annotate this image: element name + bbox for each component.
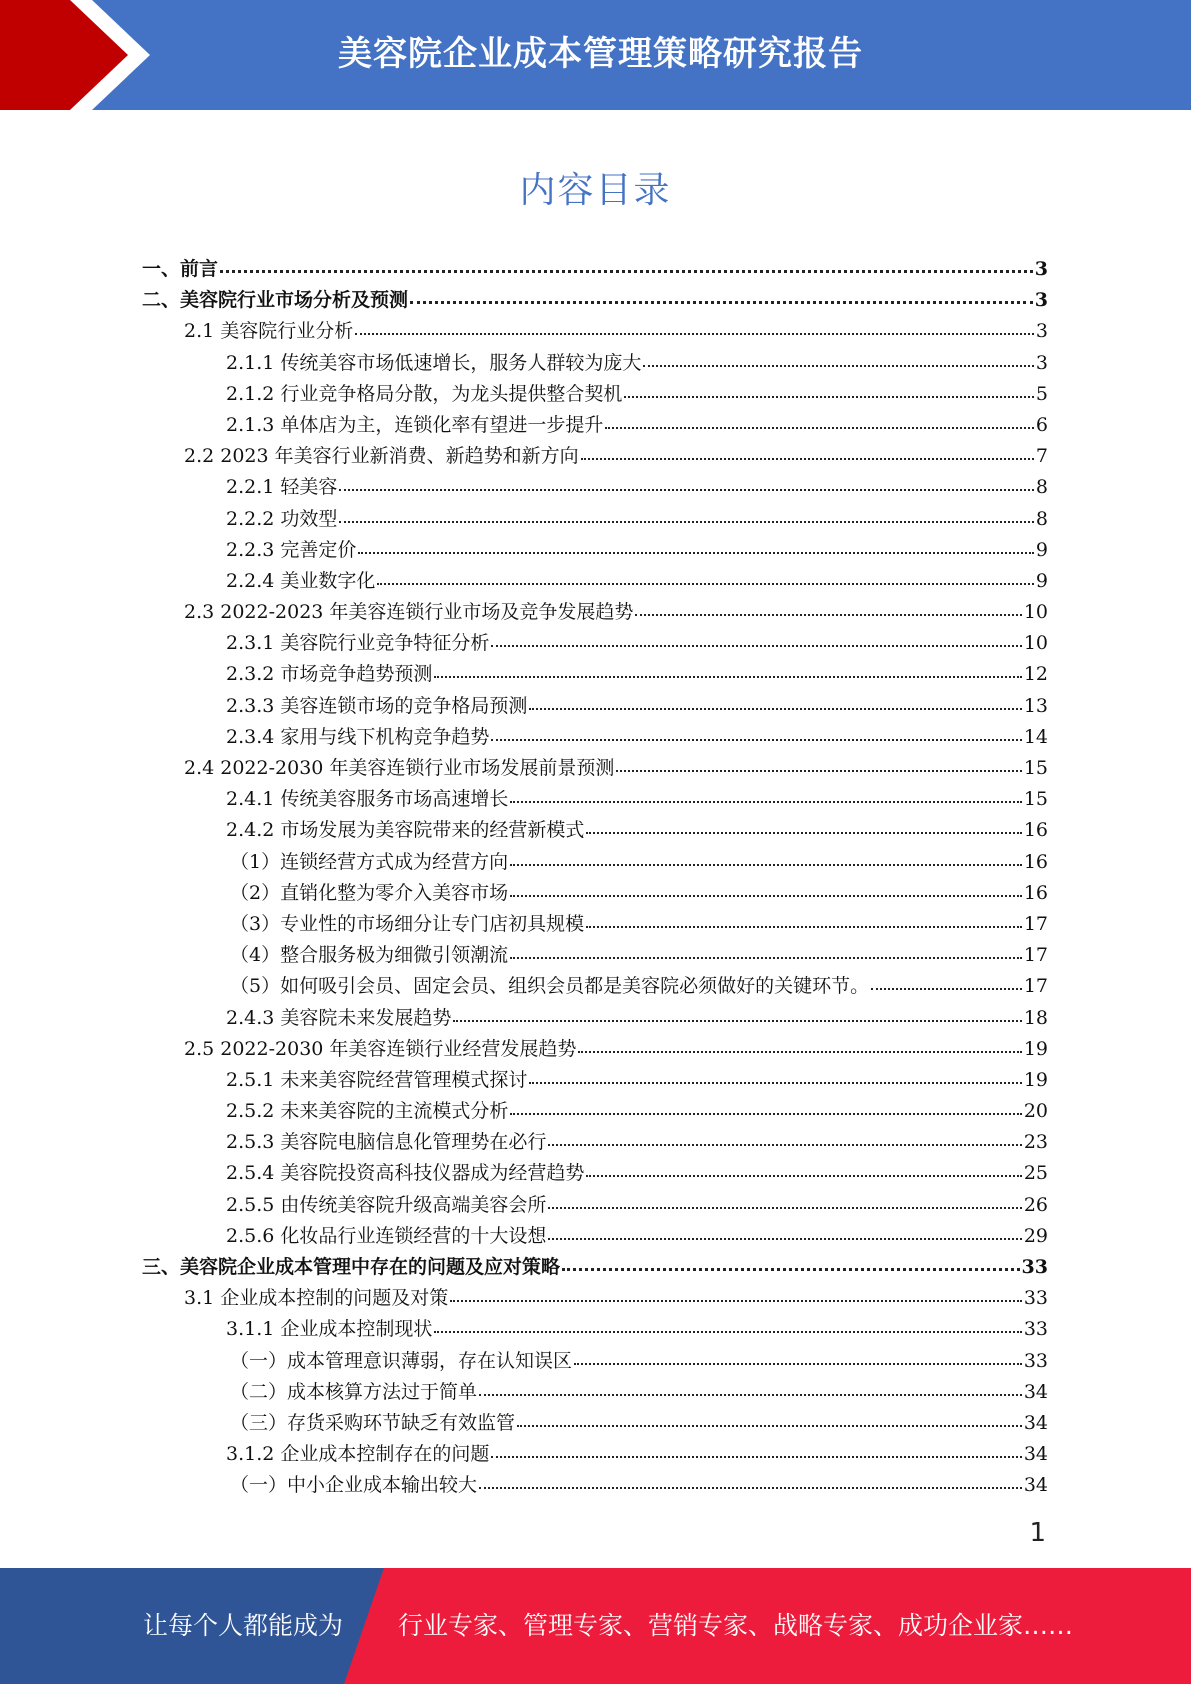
toc-entry-page: 8 <box>1035 476 1048 499</box>
toc-entry[interactable] <box>142 348 1048 379</box>
toc-entry[interactable] <box>142 753 1048 784</box>
toc-entry-page: 5 <box>1035 382 1048 405</box>
toc-dot-leader <box>586 831 1021 834</box>
toc-entry-title: （2）直销化整为零介入美容市场 <box>230 881 509 904</box>
toc-entry[interactable] <box>142 1252 1048 1283</box>
toc-entry[interactable] <box>142 1158 1048 1189</box>
toc-entry-title: （二）成本核算方法过于简单 <box>230 1380 478 1403</box>
page-number: 1 <box>1029 1518 1046 1548</box>
toc-entry[interactable] <box>142 1003 1048 1034</box>
toc-entry[interactable] <box>142 878 1048 909</box>
toc-entry-page: 16 <box>1023 819 1048 842</box>
toc-entry-title: 二、美容院行业市场分析及预测 <box>142 289 409 312</box>
toc-entry[interactable] <box>142 597 1048 628</box>
toc-entry-page: 9 <box>1035 538 1048 561</box>
toc-dot-leader <box>529 707 1021 710</box>
toc-dot-leader <box>491 644 1021 647</box>
toc-entry-page: 3 <box>1035 351 1048 374</box>
toc-entry-page: 17 <box>1023 975 1048 998</box>
toc-entry[interactable] <box>142 691 1048 722</box>
toc-entry[interactable] <box>142 410 1048 441</box>
toc-entry[interactable] <box>142 722 1048 753</box>
toc-entry-page: 15 <box>1023 757 1048 779</box>
toc-dot-leader <box>358 551 1034 554</box>
toc-entry-page: 34 <box>1023 1411 1048 1434</box>
toc-entry-page: 10 <box>1023 632 1048 655</box>
toc-entry-page: 10 <box>1023 601 1048 624</box>
toc-dot-leader <box>355 332 1034 335</box>
toc-entry-page: 33 <box>1023 1318 1048 1341</box>
toc-entry-page: 33 <box>1021 1256 1048 1278</box>
toc-entry-page: 23 <box>1023 1131 1048 1154</box>
toc-entry-title: 2.5 2022-2030 年美容连锁行业经营发展趋势 <box>184 1037 577 1060</box>
toc-dot-leader <box>377 582 1034 585</box>
toc-entry-page: 18 <box>1023 1006 1048 1029</box>
toc-dot-leader <box>517 1424 1022 1427</box>
toc-entry[interactable] <box>142 1127 1048 1158</box>
toc-entry-title: 2.1.3 单体店为主，连锁化率有望进一步提升 <box>226 413 604 436</box>
toc-entry[interactable] <box>142 784 1048 815</box>
toc-entry-page: 12 <box>1023 663 1048 686</box>
toc-entry-title: 2.1.1 传统美容市场低速增长，服务人群较为庞大 <box>226 351 642 374</box>
toc-entry-page: 19 <box>1023 1068 1048 1091</box>
toc-entry-page: 3 <box>1034 258 1048 280</box>
toc-entry-title: 2.5.2 未来美容院的主流模式分析 <box>226 1100 509 1123</box>
toc-dot-leader <box>410 300 1033 304</box>
toc-entry[interactable] <box>142 1377 1048 1408</box>
toc-dot-leader <box>510 1112 1021 1115</box>
toc-entry[interactable] <box>142 535 1048 566</box>
toc-entry-page: 16 <box>1023 881 1048 904</box>
toc-dot-leader <box>605 426 1034 429</box>
toc-dot-leader <box>616 769 1021 772</box>
footer-slogan-left: 让每个人都能成为 <box>143 1611 344 1640</box>
toc-entry-page: 17 <box>1023 912 1048 935</box>
toc-dot-leader <box>339 488 1034 491</box>
toc-dot-leader <box>450 1299 1022 1302</box>
toc-entry-title: 2.5.6 化妆品行业连锁经营的十大设想 <box>226 1224 547 1247</box>
toc-entry-page: 8 <box>1035 507 1048 530</box>
toc-entry-page: 15 <box>1023 788 1048 811</box>
toc-entry-title: 2.1 美容院行业分析 <box>184 320 354 343</box>
toc-entry-title: 三、美容院企业成本管理中存在的问题及应对策略 <box>142 1256 561 1278</box>
report-title: 美容院企业成本管理策略研究报告 <box>338 34 863 74</box>
toc-entry[interactable] <box>142 566 1048 597</box>
toc-entry[interactable] <box>142 628 1048 659</box>
toc-dot-leader <box>479 1486 1022 1489</box>
toc-entry[interactable] <box>142 847 1048 878</box>
toc-entry-title: 2.3 2022-2023 年美容连锁行业市场及竞争发展趋势 <box>184 601 634 624</box>
toc-entry-title: 2.3.3 美容连锁市场的竞争格局预测 <box>226 694 528 717</box>
toc-entry-page: 7 <box>1035 445 1048 468</box>
toc-entry-title: （4）整合服务极为细微引领潮流 <box>230 944 509 967</box>
toc-entry[interactable] <box>142 815 1048 846</box>
toc-dot-leader <box>586 1174 1021 1177</box>
toc-entry-page: 34 <box>1023 1474 1048 1497</box>
toc-entry[interactable] <box>142 1221 1048 1252</box>
toc-entry-title: 2.5.5 由传统美容院升级高端美容会所 <box>226 1193 547 1216</box>
toc-entry[interactable] <box>142 1408 1048 1439</box>
toc-entry-title: 2.4.1 传统美容服务市场高速增长 <box>226 788 509 811</box>
toc-entry[interactable] <box>142 1065 1048 1096</box>
toc-entry-page: 33 <box>1023 1349 1048 1372</box>
toc-entry-title: （三）存货采购环节缺乏有效监管 <box>230 1411 516 1434</box>
toc-entry[interactable] <box>142 659 1048 690</box>
toc-entry[interactable] <box>142 379 1048 410</box>
toc-dot-leader <box>581 457 1034 460</box>
toc-entry[interactable] <box>142 1346 1048 1377</box>
toc-entry[interactable] <box>142 285 1048 316</box>
toc-entry-title: 2.2 2023 年美容行业新消费、新趋势和新方向 <box>184 445 579 468</box>
page-header <box>0 0 1191 110</box>
toc-entry[interactable] <box>142 909 1048 940</box>
toc-entry-title: 一、前言 <box>142 258 219 280</box>
toc-entry-page: 17 <box>1023 944 1048 967</box>
toc-entry[interactable] <box>142 971 1048 1002</box>
toc-entry-page: 34 <box>1023 1380 1048 1403</box>
toc-dot-leader <box>624 395 1034 398</box>
toc-entry-page: 33 <box>1023 1287 1048 1310</box>
toc-entry[interactable] <box>142 441 1048 472</box>
toc-entry-title: 2.3.4 家用与线下机构竞争趋势 <box>226 725 490 748</box>
toc-entry-title: 2.1.2 行业竞争格局分散，为龙头提供整合契机 <box>226 382 623 405</box>
toc-entry[interactable] <box>142 1439 1048 1470</box>
toc-dot-leader <box>643 364 1034 367</box>
toc-entry[interactable] <box>142 254 1048 285</box>
toc-dot-leader <box>339 520 1034 523</box>
toc-entry-title: 2.3.2 市场竞争趋势预测 <box>226 663 433 686</box>
toc-entry-title: 2.2.1 轻美容 <box>226 476 338 499</box>
toc-heading: 内容目录 <box>519 170 672 211</box>
toc-entry[interactable] <box>142 1283 1048 1314</box>
toc-entry-title: 2.3.1 美容院行业竞争特征分析 <box>226 632 490 655</box>
toc-entry-page: 20 <box>1023 1100 1048 1123</box>
toc-entry-title: 3.1 企业成本控制的问题及对策 <box>184 1287 449 1310</box>
toc-dot-leader <box>491 1455 1021 1458</box>
table-of-contents <box>142 254 1048 1502</box>
toc-entry[interactable] <box>142 1470 1048 1501</box>
toc-dot-leader <box>510 863 1022 866</box>
toc-dot-leader <box>871 987 1022 990</box>
toc-entry-title: 2.4.3 美容院未来发展趋势 <box>226 1006 452 1029</box>
toc-dot-leader <box>562 1267 1020 1271</box>
toc-entry-page: 3 <box>1034 289 1048 312</box>
toc-dot-leader <box>434 1330 1021 1333</box>
toc-entry-title: 2.5.1 未来美容院经营管理模式探讨 <box>226 1068 528 1091</box>
toc-dot-leader <box>578 1050 1021 1053</box>
toc-entry[interactable] <box>142 504 1048 535</box>
toc-dot-leader <box>548 1206 1021 1209</box>
toc-dot-leader <box>548 1237 1021 1240</box>
toc-entry-title: （5）如何吸引会员、固定会员、组织会员都是美容院必须做好的关键环节。 <box>230 975 870 998</box>
toc-entry-title: 3.1.2 企业成本控制存在的问题 <box>226 1443 490 1466</box>
toc-dot-leader <box>510 956 1022 959</box>
toc-dot-leader <box>491 738 1021 741</box>
toc-entry-page: 29 <box>1023 1224 1048 1247</box>
toc-entry-title: （一）成本管理意识薄弱，存在认知误区 <box>230 1349 573 1372</box>
footer-slogan-right: 行业专家、管理专家、营销专家、战略专家、成功企业家…… <box>398 1611 1074 1640</box>
toc-entry-page: 9 <box>1035 569 1048 592</box>
toc-dot-leader <box>574 1362 1022 1365</box>
toc-entry-page: 26 <box>1023 1193 1048 1216</box>
toc-dot-leader <box>529 1081 1021 1084</box>
toc-entry[interactable] <box>142 1314 1048 1345</box>
toc-dot-leader <box>434 675 1021 678</box>
toc-entry-title: 2.2.4 美业数字化 <box>226 569 376 592</box>
toc-entry[interactable] <box>142 1096 1048 1127</box>
toc-entry-page: 3 <box>1035 320 1048 343</box>
toc-entry-page: 6 <box>1035 413 1048 436</box>
toc-entry-title: 2.5.4 美容院投资高科技仪器成为经营趋势 <box>226 1162 585 1185</box>
toc-entry-title: 2.5.3 美容院电脑信息化管理势在必行 <box>226 1131 547 1154</box>
toc-entry-page: 14 <box>1023 725 1048 748</box>
toc-entry-title: 2.4.2 市场发展为美容院带来的经营新模式 <box>226 819 585 842</box>
toc-entry-title: （1）连锁经营方式成为经营方向 <box>230 850 509 873</box>
toc-entry-page: 16 <box>1023 850 1048 873</box>
toc-entry[interactable] <box>142 472 1048 503</box>
toc-entry-page: 34 <box>1023 1443 1048 1466</box>
toc-entry[interactable] <box>142 1190 1048 1221</box>
toc-dot-leader <box>510 800 1021 803</box>
toc-dot-leader <box>510 894 1022 897</box>
toc-dot-leader <box>220 269 1033 273</box>
toc-dot-leader <box>453 1019 1021 1022</box>
toc-entry-title: （一）中小企业成本输出较大 <box>230 1474 478 1497</box>
toc-entry-title: （3）专业性的市场细分让专门店初具规模 <box>230 912 585 935</box>
toc-entry-page: 25 <box>1023 1162 1048 1185</box>
toc-entry-title: 2.2.3 完善定价 <box>226 538 357 561</box>
toc-dot-leader <box>586 925 1022 928</box>
toc-entry[interactable] <box>142 316 1048 347</box>
toc-entry-page: 19 <box>1023 1037 1048 1060</box>
toc-dot-leader <box>548 1143 1021 1146</box>
toc-dot-leader <box>479 1393 1022 1396</box>
toc-entry-title: 2.4 2022-2030 年美容连锁行业市场发展前景预测 <box>184 757 615 779</box>
toc-entry[interactable] <box>142 1034 1048 1065</box>
toc-entry-title: 3.1.1 企业成本控制现状 <box>226 1318 433 1341</box>
page-footer <box>0 1568 1191 1684</box>
toc-dot-leader <box>635 613 1021 616</box>
toc-entry-page: 13 <box>1023 694 1048 717</box>
toc-entry[interactable] <box>142 940 1048 971</box>
toc-entry-title: 2.2.2 功效型 <box>226 507 338 530</box>
